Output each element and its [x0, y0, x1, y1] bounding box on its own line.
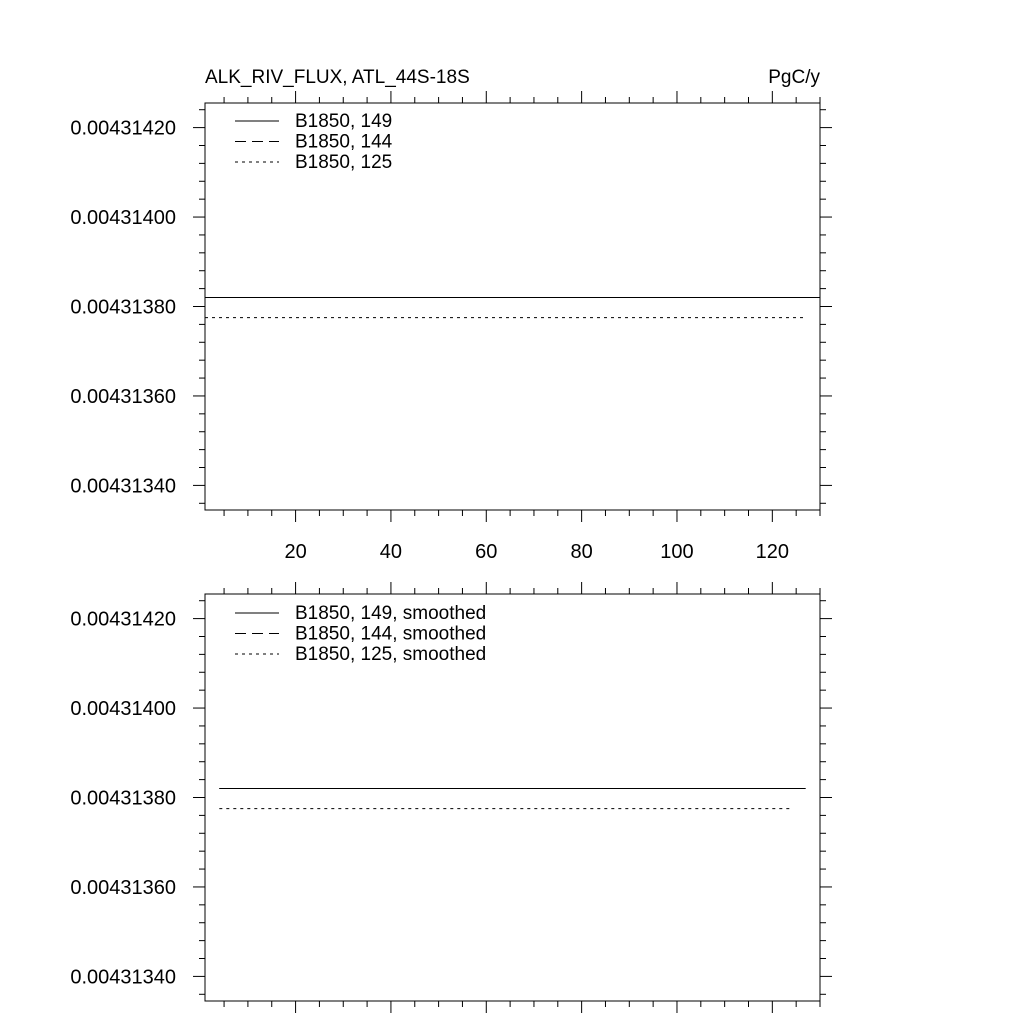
y-tick-label: 0.00431340	[70, 966, 176, 989]
x-tick-label: 120	[755, 541, 790, 563]
y-tick-label: 0.00431400	[70, 207, 176, 230]
x-tick-label: 20	[284, 541, 307, 563]
top-panel	[70, 91, 832, 563]
y-tick-label: 0.00431380	[70, 787, 176, 810]
legend-label: B1850, 125	[295, 152, 393, 173]
legend-label: B1850, 125, smoothed	[295, 644, 487, 665]
legend-label: B1850, 149	[295, 111, 393, 132]
x-tick-label: 100	[660, 541, 694, 563]
legend-label: B1850, 144	[295, 131, 393, 153]
y-tick-label: 0.00431380	[70, 296, 176, 319]
y-tick-label: 0.00431420	[70, 608, 176, 631]
bottom-panel	[70, 582, 832, 1013]
y-tick-label: 0.00431360	[70, 876, 176, 899]
y-tick-label: 0.00431340	[70, 475, 176, 498]
y-tick-label: 0.00431420	[70, 117, 176, 140]
legend-label: B1850, 149, smoothed	[295, 603, 487, 624]
legend-label: B1850, 144, smoothed	[295, 623, 487, 645]
chart-units: PgC/y	[768, 67, 820, 88]
y-tick-label: 0.00431360	[70, 385, 176, 408]
x-tick-label: 40	[379, 541, 403, 563]
y-tick-label: 0.00431400	[70, 698, 176, 721]
x-tick-label: 80	[570, 541, 593, 563]
x-tick-label: 60	[475, 541, 498, 563]
chart-title: ALK_RIV_FLUX, ATL_44S-18S	[205, 67, 470, 88]
